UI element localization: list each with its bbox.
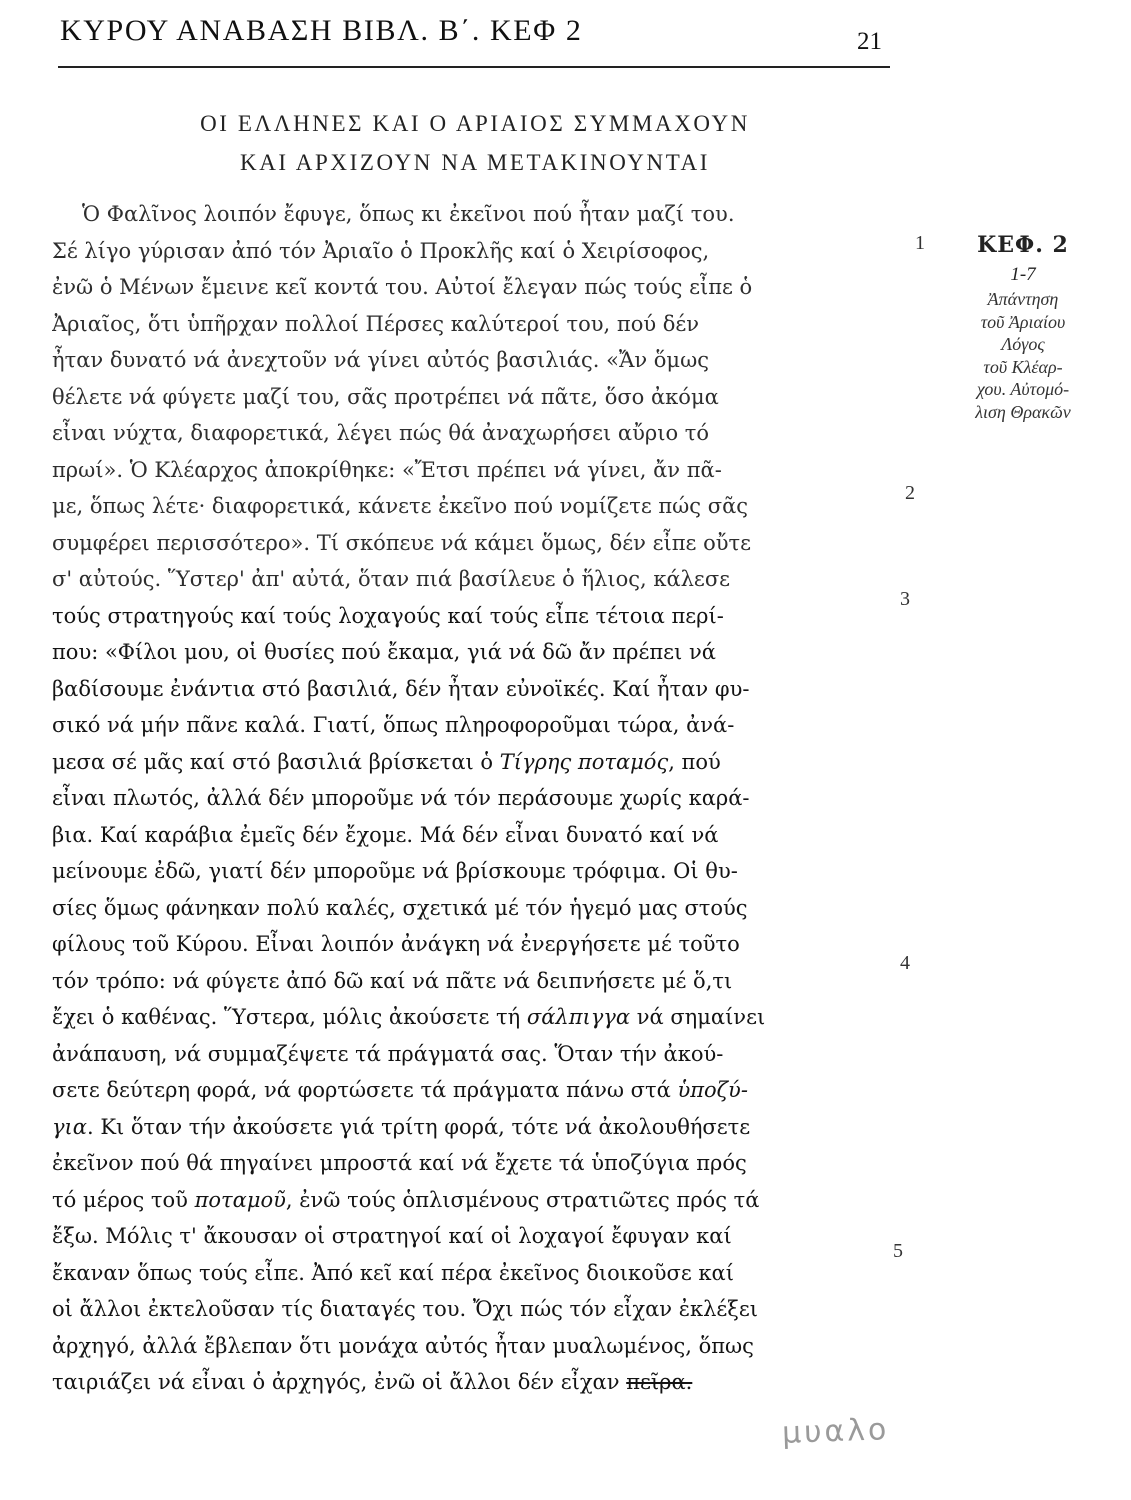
italic-term: για [52, 1114, 87, 1139]
text-line [52, 999, 882, 1036]
margin-note-line: χου. Αὐτομό- [976, 379, 1070, 399]
italic-term: ὑποζύ- [677, 1078, 748, 1102]
text-line: ἔκαναν ὅπως τούς εἶπε. Ἀπό κεῖ καί πέρα ἐκεῖνος διοικοῦσε καί [52, 1260, 734, 1285]
text-line: φίλους τοῦ Κύρου. Εἶναι λοιπόν ἀνάγκη νά ἐνεργήσετε μέ τοῦτο [52, 932, 740, 956]
text-line: θέλετε νά φύγετε μαζί του, σᾶς προτρέπει νά πᾶτε, ὅσο ἀκόμα [52, 384, 719, 409]
header-rule [58, 66, 890, 68]
text-line: Ἀριαῖος, ὅτι ὑπῆρχαν πολλοί Πέρσες καλύτεροί του, πού δέν [52, 311, 700, 336]
text-line: με, ὅπως λέτε· διαφορετικά, κάνετε ἐκεῖνο πού νομίζετε πώς σᾶς [52, 494, 749, 518]
margin-note-range: 1-7 [1010, 264, 1036, 285]
chapter-title [150, 104, 800, 182]
text-line: σ' αὐτούς. Ὕστερ' ἀπ' αὐτά, ὅταν πιά βασίλευε ὁ ἥλιος, κάλεσε [52, 567, 731, 591]
text-line: ἦταν δυνατό νά ἀνεχτοῦν νά γίνει αὐτός βασιλιάς. «Ἄν ὅμως [52, 348, 709, 372]
text-line [52, 1072, 882, 1109]
body-text [52, 196, 882, 1401]
margin-note-line: τοῦ Ἀριαίου [980, 311, 1066, 332]
page-number: 21 [857, 28, 882, 55]
margin-note-line: τοῦ Κλέαρ- [983, 356, 1063, 377]
margin-note [918, 228, 1128, 423]
text-line: τόν τρόπο: νά φύγετε ἀπό δῶ καί νά πᾶτε νά δειπνήσετε μέ ὅ,τι [52, 968, 733, 993]
running-title: ΚΥΡΟΥ ΑΝΑΒΑΣΗ ΒΙΒΛ. Β΄. ΚΕΦ 2 [60, 14, 583, 47]
text-line: ἐκεῖνον πού θά πηγαίνει μπροστά καί νά ἔχετε τά ὑποζύγια πρός [52, 1151, 747, 1175]
text-line: σικό νά μήν πᾶνε καλά. Γιατί, ὅπως πληροφοροῦμαι τώρα, ἀνά- [52, 713, 735, 737]
section-number-2: 2 [905, 482, 915, 504]
text-line: ἀνάπαυση, νά συμμαζέψετε τά πράγματά σας. Ὅταν τήν ἀκού- [52, 1041, 724, 1066]
text-line: συμφέρει περισσότερο». Τί σκόπευε νά κάμει ὅμως, δέν εἶπε οὔτε [52, 530, 751, 555]
text-run: τό μέρος τοῦ [52, 1187, 195, 1212]
text-line: ἀρχηγό, ἀλλά ἔβλεπαν ὅτι μονάχα αὐτός ἦταν μυαλωμένος, ὅπως [52, 1333, 754, 1358]
text-line: τούς στρατηγούς καί τούς λοχαγούς καί τούς εἶπε τέτοια περί- [52, 603, 724, 628]
text-run: νά σημαίνει [630, 1005, 766, 1029]
text-line: πρωί». Ὁ Κλέαρχος ἀποκρίθηκε: «Ἔτσι πρέπει νά γίνει, ἄν πᾶ- [52, 457, 722, 482]
text-line: βαδίσουμε ἐνάντια στό βασιλιά, δέν ἦταν εὐνοϊκές. Καί ἦταν φυ- [52, 676, 750, 701]
text-line [52, 1109, 882, 1146]
text-line: εἶναι πλωτός, ἀλλά δέν μποροῦμε νά τόν περάσουμε χωρίς καρά- [52, 786, 750, 810]
text-run: . Κι ὅταν τήν ἀκούσετε γιά τρίτη φορά, τότε νά ἀκολουθήσετε [86, 1114, 751, 1139]
chapter-title-line-1: ΟΙ ΕΛΛΗΝΕΣ ΚΑΙ Ο ΑΡΙΑΙΟΣ ΣΥΜΜΑΧΟΥΝ [200, 111, 750, 136]
text-line: ἐνῶ ὁ Μένων ἔμεινε κεῖ κοντά του. Αὐτοί ἔλεγαν πώς τούς εἶπε ὁ [52, 275, 753, 299]
text-line: ἔξω. Μόλις τ' ἄκουσαν οἱ στρατηγοί καί οἱ λοχαγοί ἔφυγαν καί [52, 1224, 732, 1248]
margin-note-heading: ΚΕΦ. 2 [977, 232, 1069, 258]
text-line: σίες ὅμως φάνηκαν πολύ καλές, σχετικά μέ τόν ἡγεμό μας στούς [52, 895, 748, 920]
text-run: , πού [668, 749, 721, 774]
chapter-title-line-2: ΚΑΙ ΑΡΧΙΖΟΥΝ ΝΑ ΜΕΤΑΚΙΝΟΥΝΤΑΙ [240, 150, 710, 175]
text-line: βια. Καί καράβια ἐμεῖς δέν ἔχομε. Μά δέν εἶναι δυνατό καί νά [52, 822, 719, 847]
text-run: , ἐνῶ τούς ὁπλισμένους στρατιῶτες πρός τά [285, 1187, 760, 1212]
handwritten-note: μυαλο [781, 1412, 890, 1451]
italic-term: Τίγρης ποταμός [499, 749, 669, 774]
italic-term: σάλπιγγα [526, 1005, 631, 1029]
italic-term: ποταμοῦ [194, 1187, 286, 1212]
text-line: Ὁ Φαλῖνος λοιπόν ἔφυγε, ὅπως κι ἐκεῖνοι πού ἦταν μαζί του. [82, 202, 735, 226]
text-line [52, 744, 882, 781]
struck-word: πεῖρα. [626, 1370, 693, 1394]
section-number-5: 5 [893, 1240, 903, 1262]
margin-note-line: Λόγος [1001, 334, 1045, 354]
text-line: μείνουμε ἐδῶ, γιατί δέν μποροῦμε νά βρίσκουμε τρόφιμα. Οἱ θυ- [52, 859, 738, 883]
text-run: σετε δεύτερη φορά, νά φορτώσετε τά πράγματα πάνω στά [52, 1078, 678, 1102]
margin-note-line: Ἀπάντηση [987, 289, 1059, 309]
section-number-3: 3 [900, 588, 910, 610]
section-number-4: 4 [900, 952, 910, 974]
margin-note-line: λιση Θρακῶν [975, 401, 1071, 422]
text-line: οἱ ἄλλοι ἐκτελοῦσαν τίς διαταγές του. Ὄχι πώς τόν εἶχαν ἐκλέξει [52, 1297, 758, 1321]
text-run: ταιριάζει νά εἶναι ὁ ἀρχηγός, ἐνῶ οἱ ἄλλοι δέν εἶχαν [52, 1370, 627, 1394]
text-line: εἶναι νύχτα, διαφορετικά, λέγει πώς θά ἀναχωρήσει αὔριο τό [52, 421, 710, 445]
text-line [52, 1364, 882, 1401]
text-run: μεσα σέ μᾶς καί στό βασιλιά βρίσκεται ὁ [52, 749, 500, 774]
section-number-1: 1 [915, 232, 925, 254]
text-line: Σέ λίγο γύρισαν ἀπό τόν Ἀριαῖο ὁ Προκλῆς καί ὁ Χειρίσοφος, [52, 238, 710, 263]
text-line: που: «Φίλοι μου, οἱ θυσίες πού ἔκαμα, γιά νά δῶ ἄν πρέπει νά [52, 640, 716, 664]
text-line [52, 1182, 882, 1219]
text-run: ἔχει ὁ καθένας. Ὕστερα, μόλις ἀκούσετε τή [52, 1005, 527, 1029]
